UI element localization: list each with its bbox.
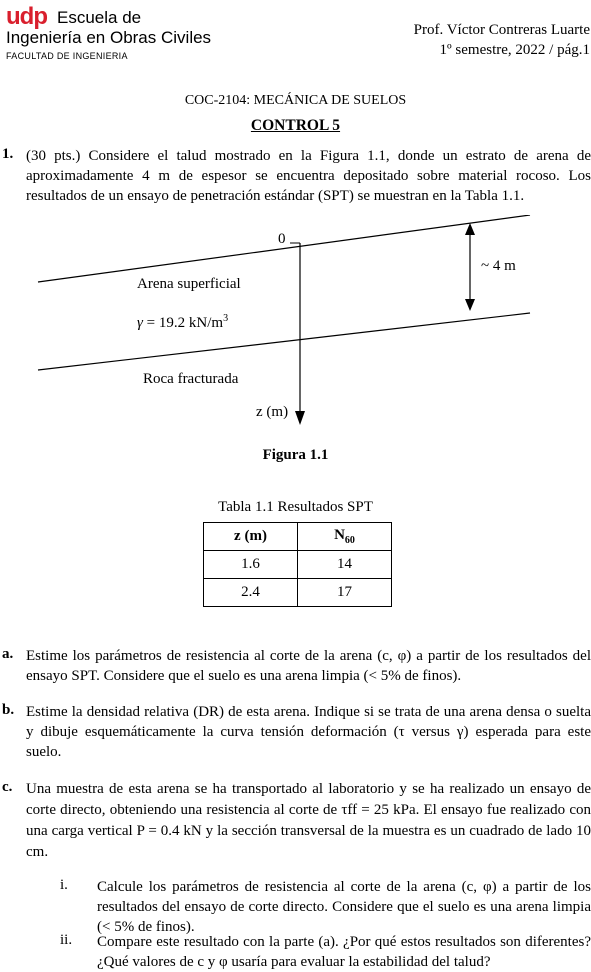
cell-depth: 1.6 (204, 551, 298, 579)
slope-figure (0, 215, 591, 430)
column-header-depth: z (m) (204, 523, 298, 551)
logo-line-3: FACULTAD DE INGENIERIA (6, 51, 128, 61)
table-row (204, 551, 392, 579)
cell-depth: 2.4 (204, 579, 298, 607)
n60-subscript: 60 (344, 535, 355, 546)
table-row (204, 579, 392, 607)
header-right (414, 20, 590, 60)
thickness-arrow-bottom (465, 299, 475, 311)
gamma-symbol: γ (137, 315, 143, 331)
subpart-i-number: i. (60, 877, 68, 893)
semester-page: 1º semestre, 2022 / pág.1 (439, 42, 590, 58)
rock-interface-line (38, 313, 530, 370)
rock-layer-label: Roca fracturada (143, 371, 239, 387)
sand-layer-label: Arena superficial (137, 276, 241, 292)
n60-main: N (334, 527, 345, 543)
depth-axis-arrowhead (295, 411, 305, 425)
cell-n60: 17 (298, 579, 392, 607)
part-a-text: Estime los parámetros de resistencia al corte de la arena (c, φ) a partir de los resultados del ensayo SPT. Considere que el suelo es una arena limpia (< 5% de finos). (26, 648, 591, 684)
question-intro: (30 pts.) Considere el talud mostrado en la Figura 1.1, donde un estrato de arena de aproximadamente 4 m de espesor se encuentra depositado sobre material rocoso. Los resultados de un ensayo de penetración estándar (SPT) se muestran en la Tabla 1.1. (26, 148, 591, 204)
unit-weight-label (137, 313, 228, 332)
subpart-ii-text: Compare este resultado con la parte (a). ¿Por qué estos resultados son diferentes? ¿Qué valores de c y φ usaría para evaluar la estabilidad del talud? (97, 934, 591, 970)
thickness-label: ~ 4 m (481, 258, 516, 274)
table-header-row (204, 523, 392, 551)
figure-caption: Figura 1.1 (262, 447, 329, 463)
depth-zero-label: 0 (278, 231, 286, 247)
course-title: COC-2104: MECÁNICA DE SUELOS (184, 93, 407, 108)
question-number: 1. (2, 146, 14, 162)
spt-results-table (203, 522, 392, 607)
part-a-letter: a. (2, 646, 14, 662)
thickness-arrow-top (465, 223, 475, 235)
part-b-letter: b. (2, 702, 15, 718)
professor-name: Prof. Víctor Contreras Luarte (413, 22, 590, 38)
logo-line-2: Ingeniería en Obras Civiles (6, 28, 212, 47)
part-b-text: Estime la densidad relativa (DR) de esta arena. Indique si se trata de una arena densa o suelta y dibuje esquemáticamente la curva tensión deformación (τ versus γ) esperada para este suelo. (26, 704, 591, 760)
logo-line-1: Escuela de (57, 8, 142, 27)
udp-logo (6, 4, 236, 64)
depth-axis-label: z (m) (256, 404, 289, 420)
part-c-text: Una muestra de esta arena se ha transportado al laboratorio y se ha realizado un ensayo de corte directo, obteniendo una resistencia al corte de τff = 25 kPa. El ensayo fue realizado con una carga vertical P = 0.4 kN y la sección transversal de la muestra es un cuadrado de lado 10 cm. (26, 781, 591, 860)
logo-mark: udp (6, 3, 47, 30)
column-header-n60 (298, 523, 392, 551)
gamma-exponent: 3 (223, 313, 229, 324)
ground-surface-line (38, 215, 530, 282)
table-caption: Tabla 1.1 Resultados SPT (218, 499, 373, 515)
cell-n60: 14 (298, 551, 392, 579)
part-c-letter: c. (2, 779, 13, 795)
exam-title: CONTROL 5 (250, 117, 341, 134)
gamma-value: = 19.2 kN/m (142, 315, 224, 331)
subpart-i-text: Calcule los parámetros de resistencia al corte de la arena (c, φ) a partir de los resultados del ensayo de corte directo. Considere que el suelo es una arena limpia (< 5% de finos). (97, 879, 591, 935)
subpart-ii-number: ii. (60, 932, 73, 948)
